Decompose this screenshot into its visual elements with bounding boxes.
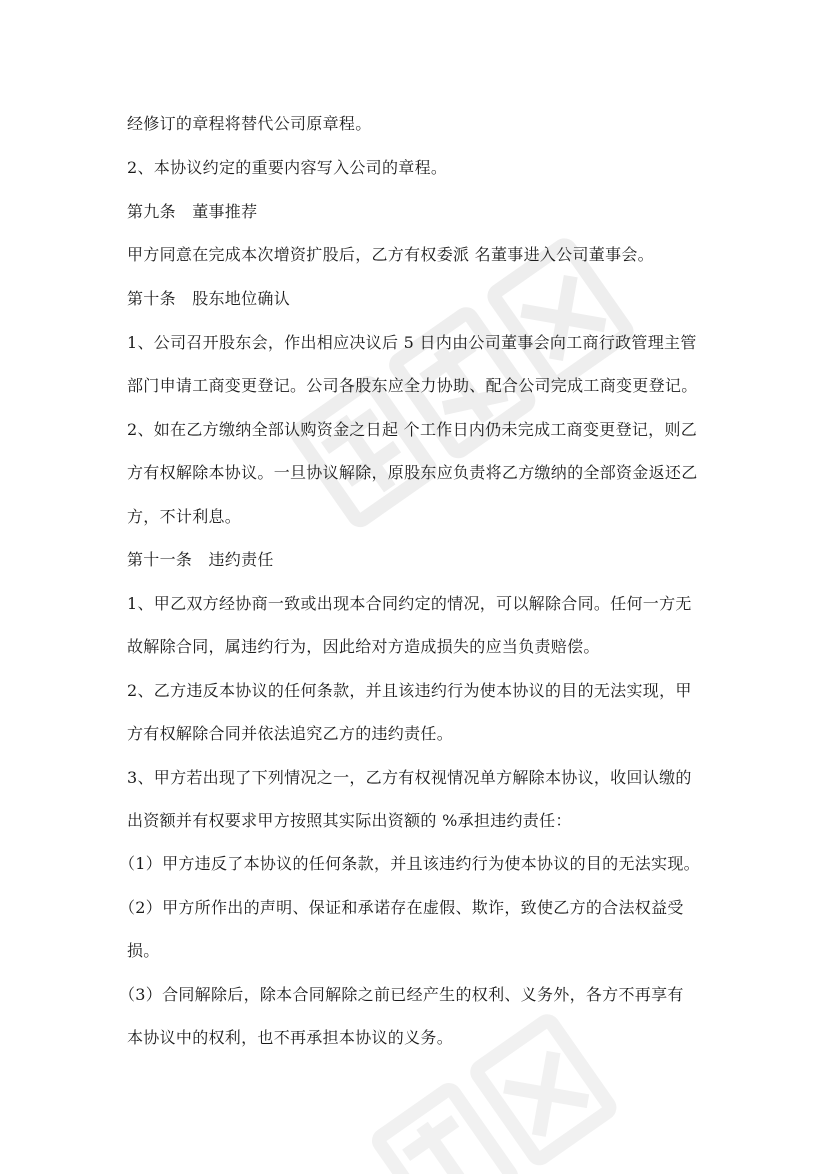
text-line: 损。 bbox=[127, 941, 160, 960]
text-line: 出资额并有权要求甲方按照其实际出资额的 %承担违约责任： bbox=[127, 811, 572, 830]
section-heading: 第九条 董事推荐 bbox=[127, 202, 258, 221]
text-line: 方，不计利息。 bbox=[127, 507, 242, 526]
text-line: 2、乙方违反本协议的任何条款，并且该违约行为使本协议的目的无法实现，甲 bbox=[127, 681, 692, 700]
text-line: 1、公司召开股东会，作出相应决议后 5 日内由公司董事会向工商行政管理主管 bbox=[127, 333, 697, 352]
text-line: （2）甲方所作出的声明、保证和承诺存在虚假、欺诈，致使乙方的合法权益受 bbox=[119, 898, 684, 917]
text-line: 方有权解除合同并依法追究乙方的违约责任。 bbox=[127, 724, 454, 743]
text-line: 2、如在乙方缴纳全部认购资金之日起 个工作日内仍未完成工商变更登记，则乙 bbox=[127, 420, 698, 439]
text-line: 1、甲乙双方经协商一致或出现本合同约定的情况，可以解除合同。任何一方无 bbox=[127, 594, 692, 613]
text-line: 甲方同意在完成本次增资扩股后，乙方有权委派 名董事进入公司董事会。 bbox=[127, 245, 654, 264]
text-line: 部门申请工商变更登记。公司各股东应全力协助、配合公司完成工商变更登记。 bbox=[127, 376, 698, 395]
text-line: 经修订的章程将替代公司原章程。 bbox=[127, 114, 372, 133]
text-line: （3）合同解除后，除本合同解除之前已经产生的权利、义务外，各方不再享有 bbox=[119, 985, 684, 1004]
section-heading: 第十条 股东地位确认 bbox=[127, 289, 291, 308]
text-line: （1）甲方违反了本协议的任何条款，并且该违约行为使本协议的目的无法实现。 bbox=[119, 854, 700, 873]
text-line: 2、本协议约定的重要内容写入公司的章程。 bbox=[127, 158, 448, 177]
text-line: 故解除合同，属违约行为，因此给对方造成损失的应当负责赔偿。 bbox=[127, 637, 600, 656]
section-heading: 第十一条 违约责任 bbox=[127, 550, 274, 569]
text-line: 方有权解除本协议。一旦协议解除，原股东应负责将乙方缴纳的全部资金返还乙 bbox=[127, 463, 698, 482]
text-line: 3、甲方若出现了下列情况之一，乙方有权视情况单方解除本协议，收回认缴的 bbox=[127, 768, 692, 787]
text-line: 本协议中的权利，也不再承担本协议的义务。 bbox=[127, 1028, 454, 1047]
